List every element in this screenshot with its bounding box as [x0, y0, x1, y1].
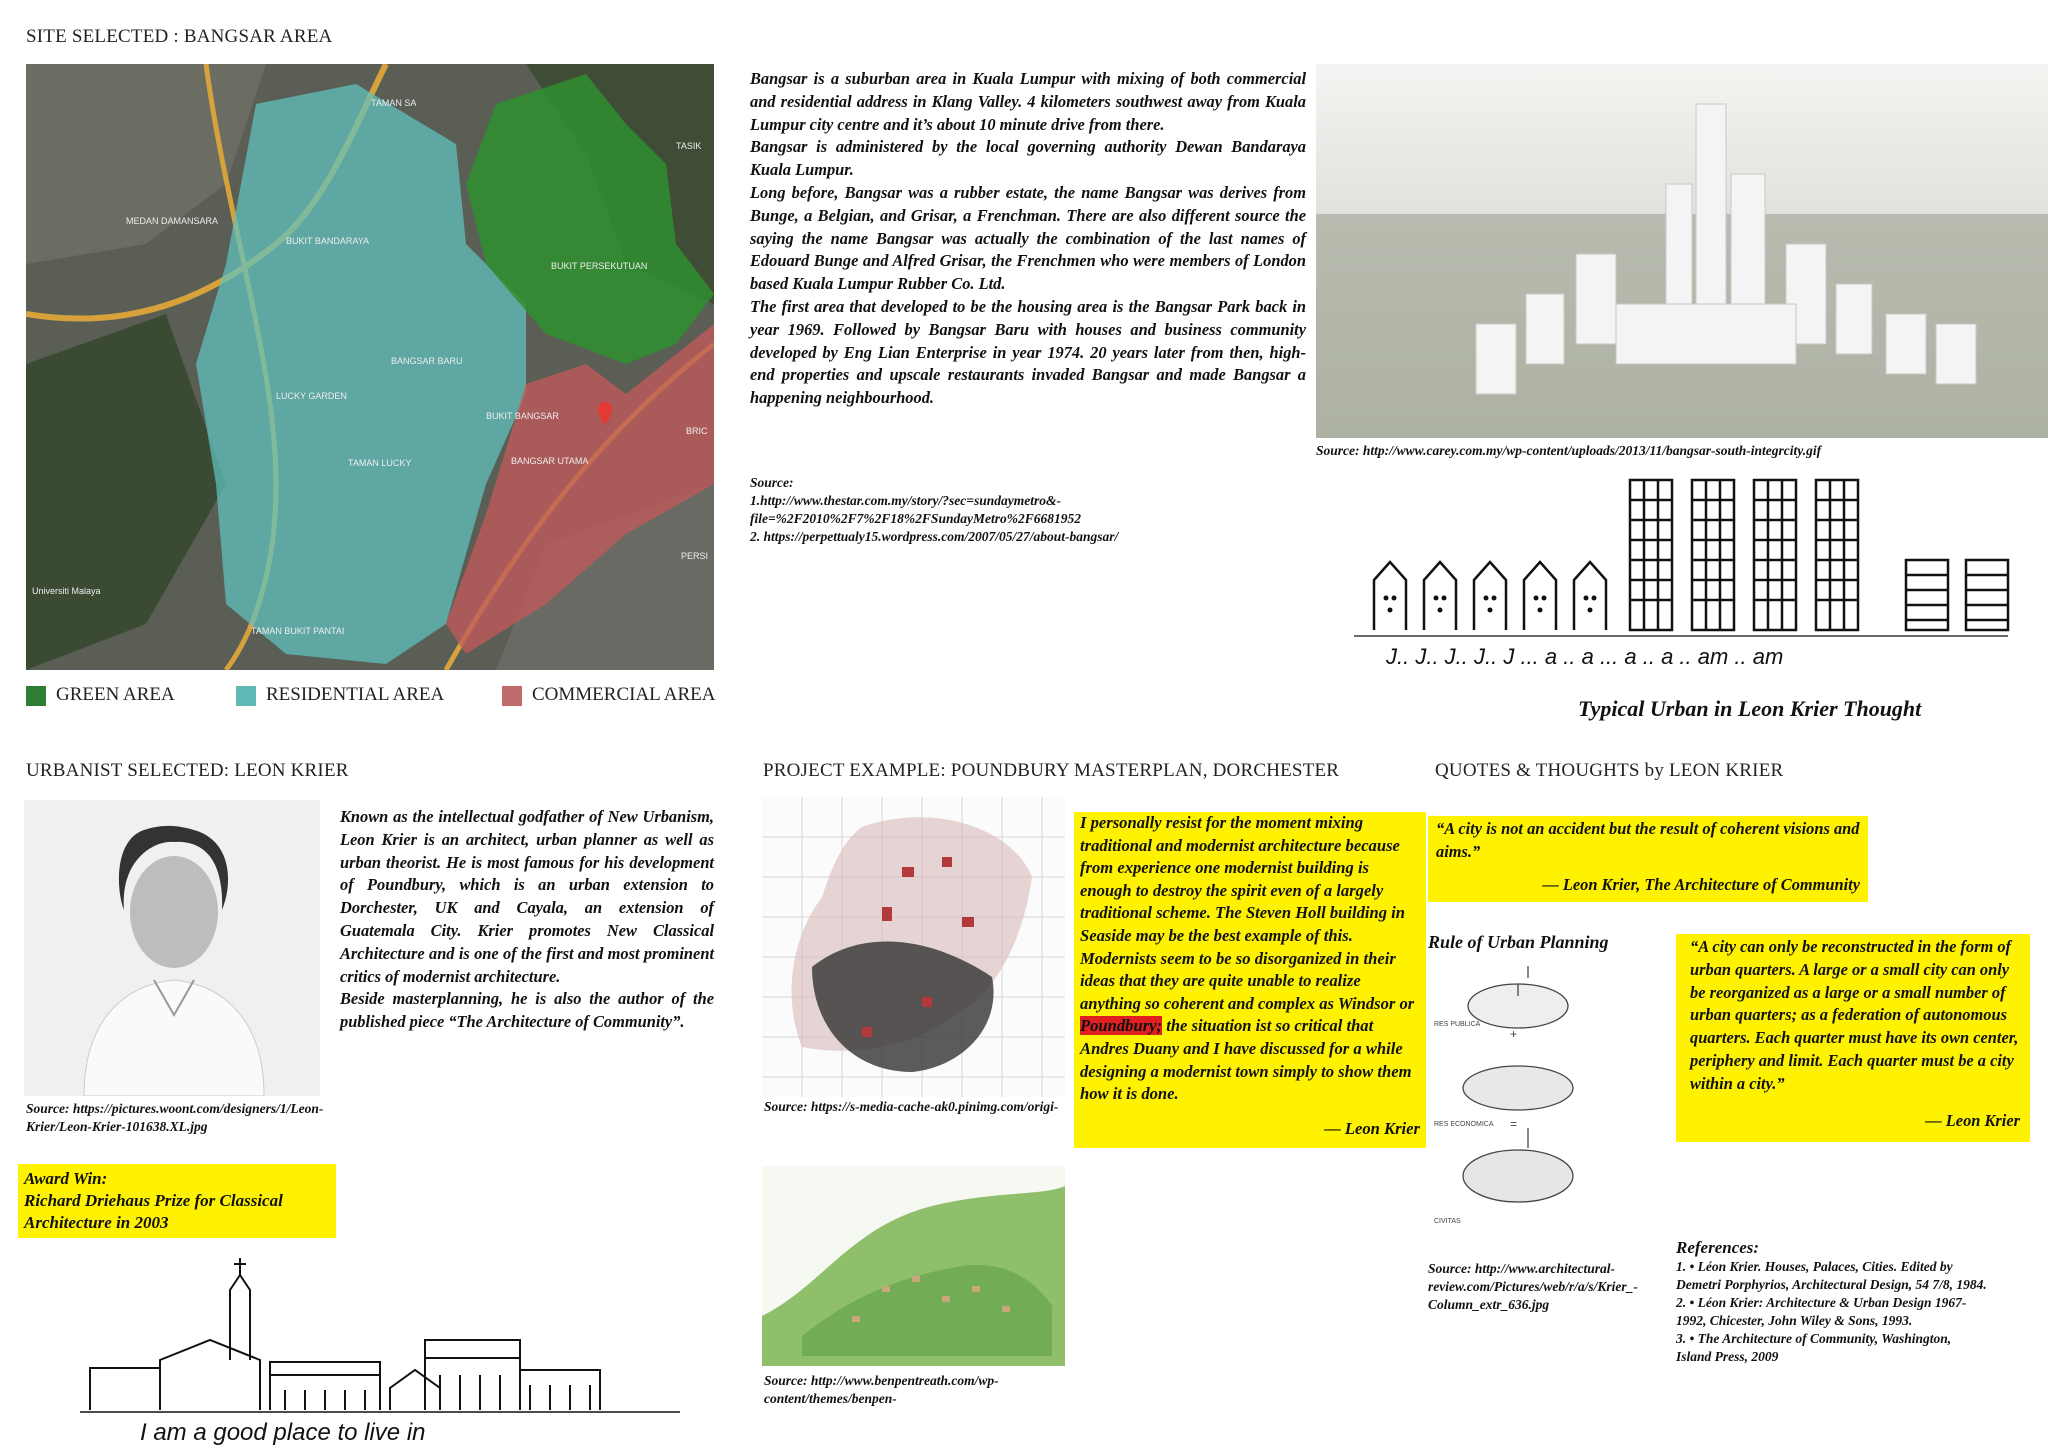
photo-source: Source: https://pictures.woont.com/designers/1/Leon-Krier/Leon-Krier-101638.XL.jpg — [26, 1101, 324, 1134]
map-label: TASIK — [676, 141, 702, 151]
quotes-heading: QUOTES & THOUGHTS by LEON KRIER — [1435, 760, 1784, 781]
rule-label: RES PUBLICA — [1434, 1021, 1481, 1028]
rule-label: CIVITAS — [1434, 1218, 1461, 1225]
urbanist-bio — [340, 806, 714, 1034]
urbanist-heading: URBANIST SELECTED: LEON KRIER — [26, 760, 349, 781]
map-label: TAMAN SA — [371, 98, 417, 108]
map-label: BANGSAR UTAMA — [511, 456, 589, 466]
quote-2-text: “A city can only be reconstructed in the form of urban quarters. A large or a small city can only be reorganized as a large or a small number of urban quarters; as a federation of autonomous quarters. Each quarter must have its own center, periphery and limit. Each quarter must be a city within a city.” — [1690, 937, 2019, 1093]
map-label: BANGSAR BARU — [391, 356, 463, 366]
quote-2-author: — Leon Krier — [1925, 1110, 2020, 1130]
map-label: PERSI — [681, 551, 709, 561]
plan-source: Source: https://s-media-cache-ak0.pinimg.com/origi- — [764, 1099, 1059, 1114]
references-title: References: — [1676, 1238, 1760, 1257]
urban-handwriting: J.. J.. J.. J.. J ... a .. a ... a .. a .. am .. am — [1386, 644, 1784, 669]
rule-diagram — [1428, 958, 1628, 1230]
poundbury-plan — [762, 797, 1065, 1097]
source-link[interactable]: 1.http://www.thestar.com.my/story/?sec=sundaymetro&-file=%2F2010%2F7%2F18%2FSundayMetro%2F6681952 — [750, 493, 1081, 526]
bio-paragraph: Known as the intellectual godfather of New Urbanism, Leon Krier is an architect, urban planner as well as urban theorist. He is most famous for his development of Poundbury, which is an urban extension to Dorchester, UK and Cayala, an extension of Guatemala City. Krier promotes New Classical Architecture and is one of the first and most prominent critics of modernist architecture. — [340, 807, 714, 986]
map-label: BUKIT PERSEKUTUAN — [551, 261, 648, 271]
legend-residential: RESIDENTIAL AREA — [236, 684, 444, 706]
legend-green: GREEN AREA — [26, 684, 175, 706]
good-place-sketch — [80, 1250, 720, 1447]
intro-text — [750, 68, 1306, 410]
svg-text:=: = — [1510, 1117, 1518, 1131]
site-map — [26, 64, 714, 670]
urban-caption: Typical Urban in Leon Krier Thought — [1578, 696, 1922, 721]
sketch-handwriting: I am a good place to live in — [140, 1419, 426, 1446]
aerial-plan-source: Source: http://www.benpentreath.com/wp-content/themes/benpen- — [764, 1373, 999, 1406]
legend-swatch — [236, 686, 256, 706]
leon-krier-photo — [24, 800, 320, 1096]
quote-highlight: Poundbury; — [1080, 1016, 1163, 1036]
reference-item: 3. • The Architecture of Community, Washington, Island Press, 2009 — [1676, 1331, 1952, 1364]
reference-item: 2. • Léon Krier: Architecture & Urban Design 1967-1992, Chicester, John Wiley & Sons, 1993. — [1676, 1295, 1967, 1328]
map-label: Universiti Malaya — [32, 586, 101, 596]
quote-author: — Leon Krier — [1324, 1118, 1420, 1138]
poundbury-quote — [1074, 812, 1426, 1148]
quote-text-before: I personally resist for the moment mixing traditional and modernist architecture because from experience one modernist building is enough to destroy the spirit even of a largely traditional scheme. The Steven Holl building in Seaside may be the best example of this. Modernists seem to be so disorganized in their ideas that they are quite unable to realize anything so coherent and complex as Windsor or — [1080, 813, 1415, 1013]
bio-paragraph: Beside masterplanning, he is also the author of the published piece “The Architecture of Community”. — [340, 989, 714, 1032]
quote-box-1 — [1428, 816, 1868, 902]
intro-paragraph: Bangsar is a suburban area in Kuala Lumpur with mixing of both commercial and residential address in Klang Valley. 4 kilometers southwest away from Kuala Lumpur city centre and it’s about 10 minute drive from there. — [750, 69, 1306, 134]
intro-paragraph: Bangsar is administered by the local governing authority Dewan Bandaraya Kuala Lumpur. — [750, 137, 1306, 180]
quote-1-author: — Leon Krier, The Architecture of Community — [1542, 874, 1860, 894]
poundbury-aerial — [762, 1166, 1065, 1366]
rule-source: Source: http://www.architectural-review.com/Pictures/web/r/a/s/Krier_-Column_extr_636.jpg — [1428, 1261, 1638, 1312]
map-label: TAMAN BUKIT PANTAI — [251, 626, 345, 636]
references — [1676, 1238, 1988, 1366]
intro-paragraph: The first area that developed to be the housing area is the Bangsar Park back in year 1969. Followed by Bangsar Baru with houses and business community developed by Eng Lian Enterprise in year 1974. 20 years later from then, high-end properties and upscale restaurants invaded Bangsar and made Bangsar a happening neighbourhood. — [750, 296, 1306, 408]
aerial-photo — [1316, 64, 2048, 438]
map-label: BRIC — [686, 426, 708, 436]
award-text: Richard Driehaus Prize for Classical Architecture in 2003 — [24, 1191, 283, 1232]
aerial-source: Source: http://www.carey.com.my/wp-content/uploads/2013/11/bangsar-south-integrcity.gif — [1316, 443, 1822, 458]
site-heading: SITE SELECTED : BANGSAR AREA — [26, 26, 333, 47]
source-label: Source: — [750, 475, 794, 490]
reference-item: 1. • Léon Krier. Houses, Palaces, Cities. Edited by Demetri Porphyrios, Architectural Design, 54 7/8, 1984. — [1676, 1259, 1987, 1292]
quote-text-after: the situation ist so critical that Andres Duany and I have discussed for a while designing a modernist town simply to show them how it is done. — [1080, 1016, 1412, 1104]
urban-sketch — [1350, 470, 2010, 680]
legend-swatch — [502, 686, 522, 706]
award-box — [18, 1164, 336, 1238]
intro-paragraph: Long before, Bangsar was a rubber estate, the name Bangsar was derives from Bunge, a Belgian, and Grisar, a Frenchman. There are also different source the saying the name Bangsar was actually the combination of the last names of Edouard Bunge and Alfred Grisar, the Frenchmen who were members of London based Kuala Lumpur Rubber Co. Ltd. — [750, 182, 1306, 294]
map-label: TAMAN LUCKY — [348, 458, 412, 468]
quote-1-text: “A city is not an accident but the result of coherent visions and aims.” — [1436, 819, 1860, 861]
award-title: Award Win: — [24, 1169, 108, 1188]
rule-label: RES ECONOMICA — [1434, 1121, 1494, 1128]
quote-box-2 — [1676, 934, 2030, 1142]
map-label: BUKIT BANGSAR — [486, 411, 559, 421]
legend-swatch — [26, 686, 46, 706]
project-heading: PROJECT EXAMPLE: POUNDBURY MASTERPLAN, DORCHESTER — [763, 760, 1340, 781]
svg-text:+: + — [1510, 1027, 1518, 1041]
legend-commercial: COMMERCIAL AREA — [502, 684, 716, 706]
map-label: BUKIT BANDARAYA — [286, 236, 370, 246]
source-link[interactable]: 2. https://perpettualy15.wordpress.com/2007/05/27/about-bangsar/ — [750, 529, 1119, 544]
intro-sources — [750, 474, 1170, 546]
map-label: MEDAN DAMANSARA — [126, 216, 219, 226]
map-label: LUCKY GARDEN — [276, 391, 347, 401]
rule-title: Rule of Urban Planning — [1428, 932, 1609, 952]
